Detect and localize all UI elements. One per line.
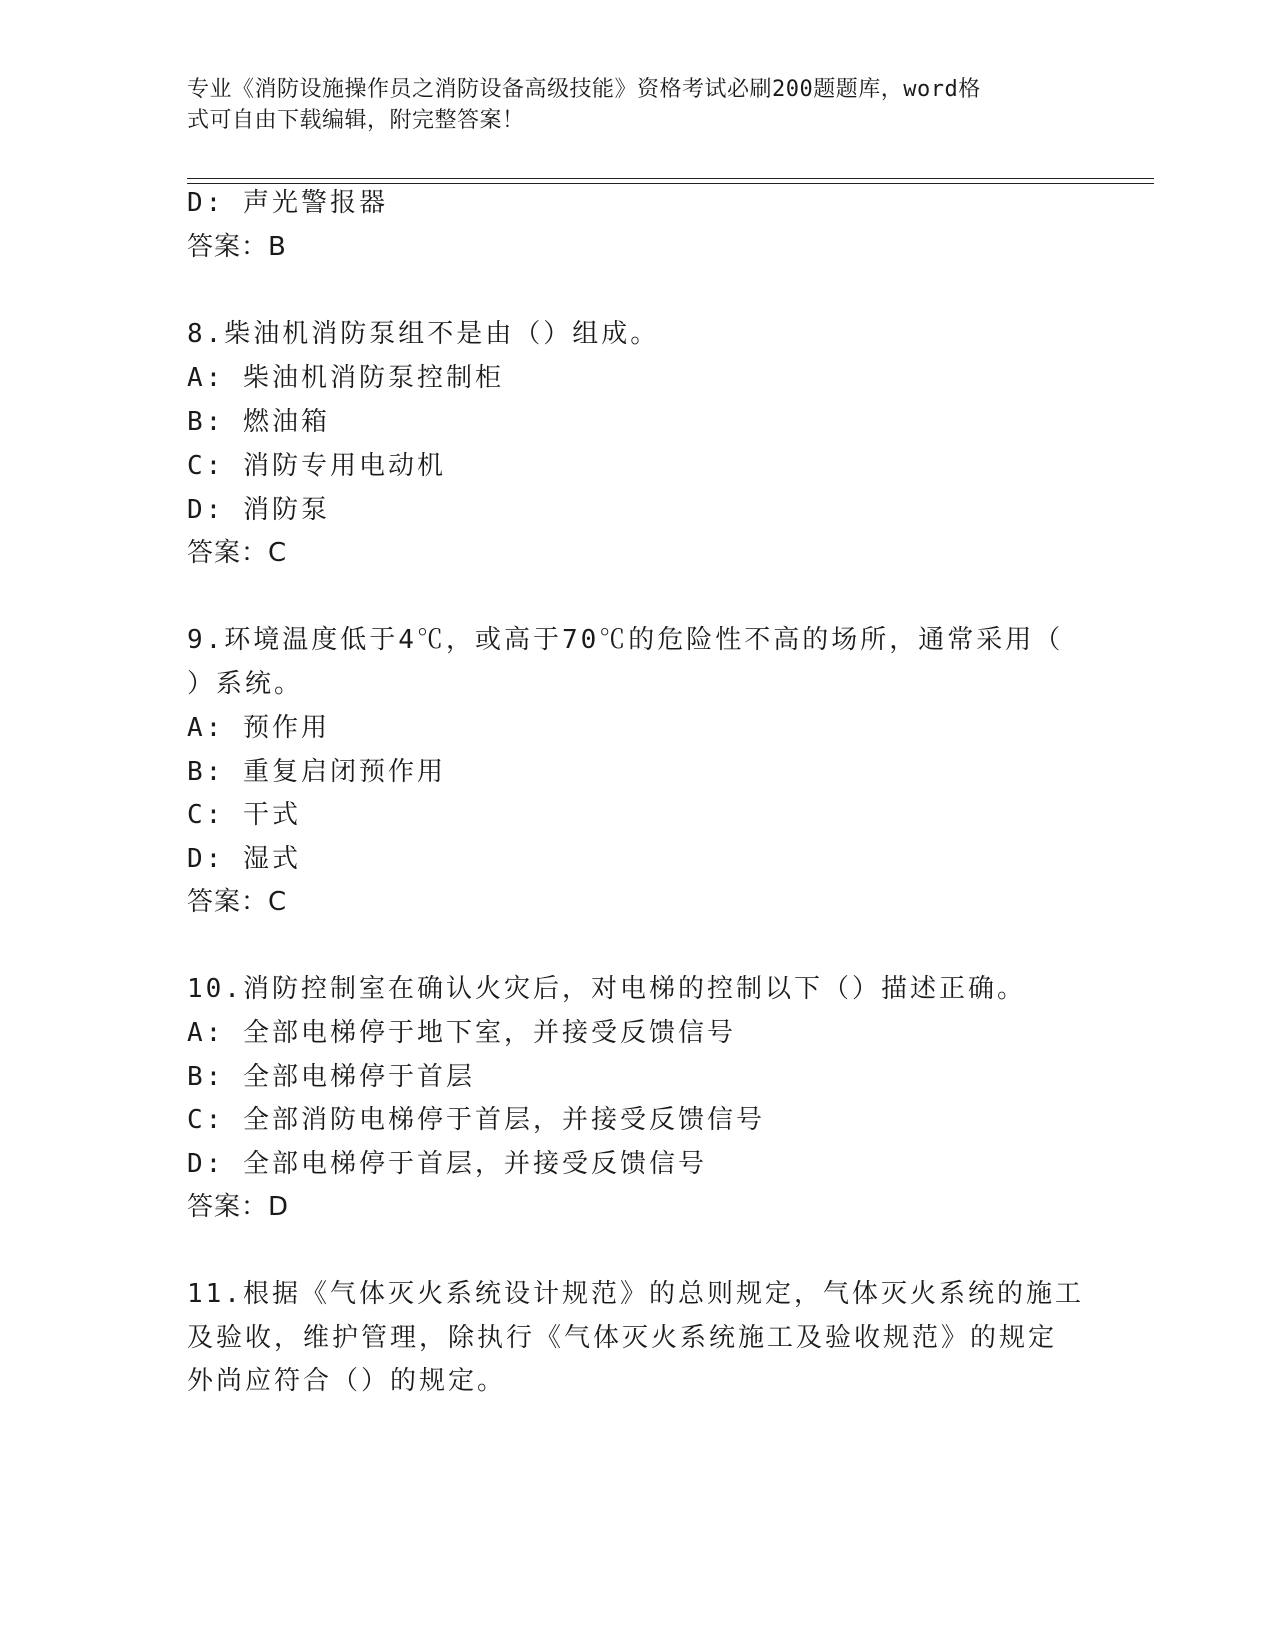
question-9-option-b: B: 重复启闭预作用	[187, 757, 446, 787]
question-10-option-a: A: 全部电梯停于地下室，并接受反馈信号	[187, 1018, 736, 1048]
question-8-option-b: B: 燃油箱	[187, 407, 330, 437]
question-10-option-b: B: 全部电梯停于首层	[187, 1062, 475, 1092]
option-d: D: 声光警报器	[187, 188, 388, 218]
question-10-option-c: C: 全部消防电梯停于首层，并接受反馈信号	[187, 1105, 765, 1135]
question-9-stem-line-2: ）系统。	[187, 669, 304, 699]
question-9-option-c: C: 干式	[187, 800, 301, 830]
question-9-stem-line-1: 9.环境温度低于4℃，或高于70℃的危险性不高的场所，通常采用（	[187, 625, 1064, 655]
question-11-stem-line-1: 11.根据《气体灭火系统设计规范》的总则规定，气体灭火系统的施工	[187, 1279, 1084, 1309]
question-9-option-a: A: 预作用	[187, 713, 330, 743]
header-rule-top	[187, 178, 1154, 179]
question-10-option-d: D: 全部电梯停于首层，并接受反馈信号	[187, 1149, 707, 1179]
question-11-stem-line-3: 外尚应符合（）的规定。	[187, 1366, 507, 1396]
header-line-1: 专业《消防设施操作员之消防设备高级技能》资格考试必刷200题题库，word格	[187, 77, 981, 102]
question-10-stem: 10.消防控制室在确认火灾后，对电梯的控制以下（）描述正确。	[187, 974, 1026, 1004]
header-line-2: 式可自由下载编辑，附完整答案！	[187, 108, 525, 133]
question-9-option-d: D: 湿式	[187, 844, 301, 874]
question-8-answer: 答案：C	[187, 538, 288, 568]
question-8-stem: 8.柴油机消防泵组不是由（）组成。	[187, 319, 660, 349]
question-8-option-d: D: 消防泵	[187, 495, 330, 525]
question-11-stem-line-2: 及验收，维护管理，除执行《气体灭火系统施工及验收规范》的规定	[187, 1323, 1058, 1353]
document-header	[187, 74, 1067, 136]
question-8-option-a: A: 柴油机消防泵控制柜	[187, 363, 504, 393]
question-10-answer: 答案：D	[187, 1192, 290, 1222]
question-9-answer: 答案：C	[187, 887, 288, 917]
answer-line: 答案：B	[187, 232, 287, 262]
header-rule-bottom	[187, 183, 1154, 184]
question-8-option-c: C: 消防专用电动机	[187, 451, 446, 481]
